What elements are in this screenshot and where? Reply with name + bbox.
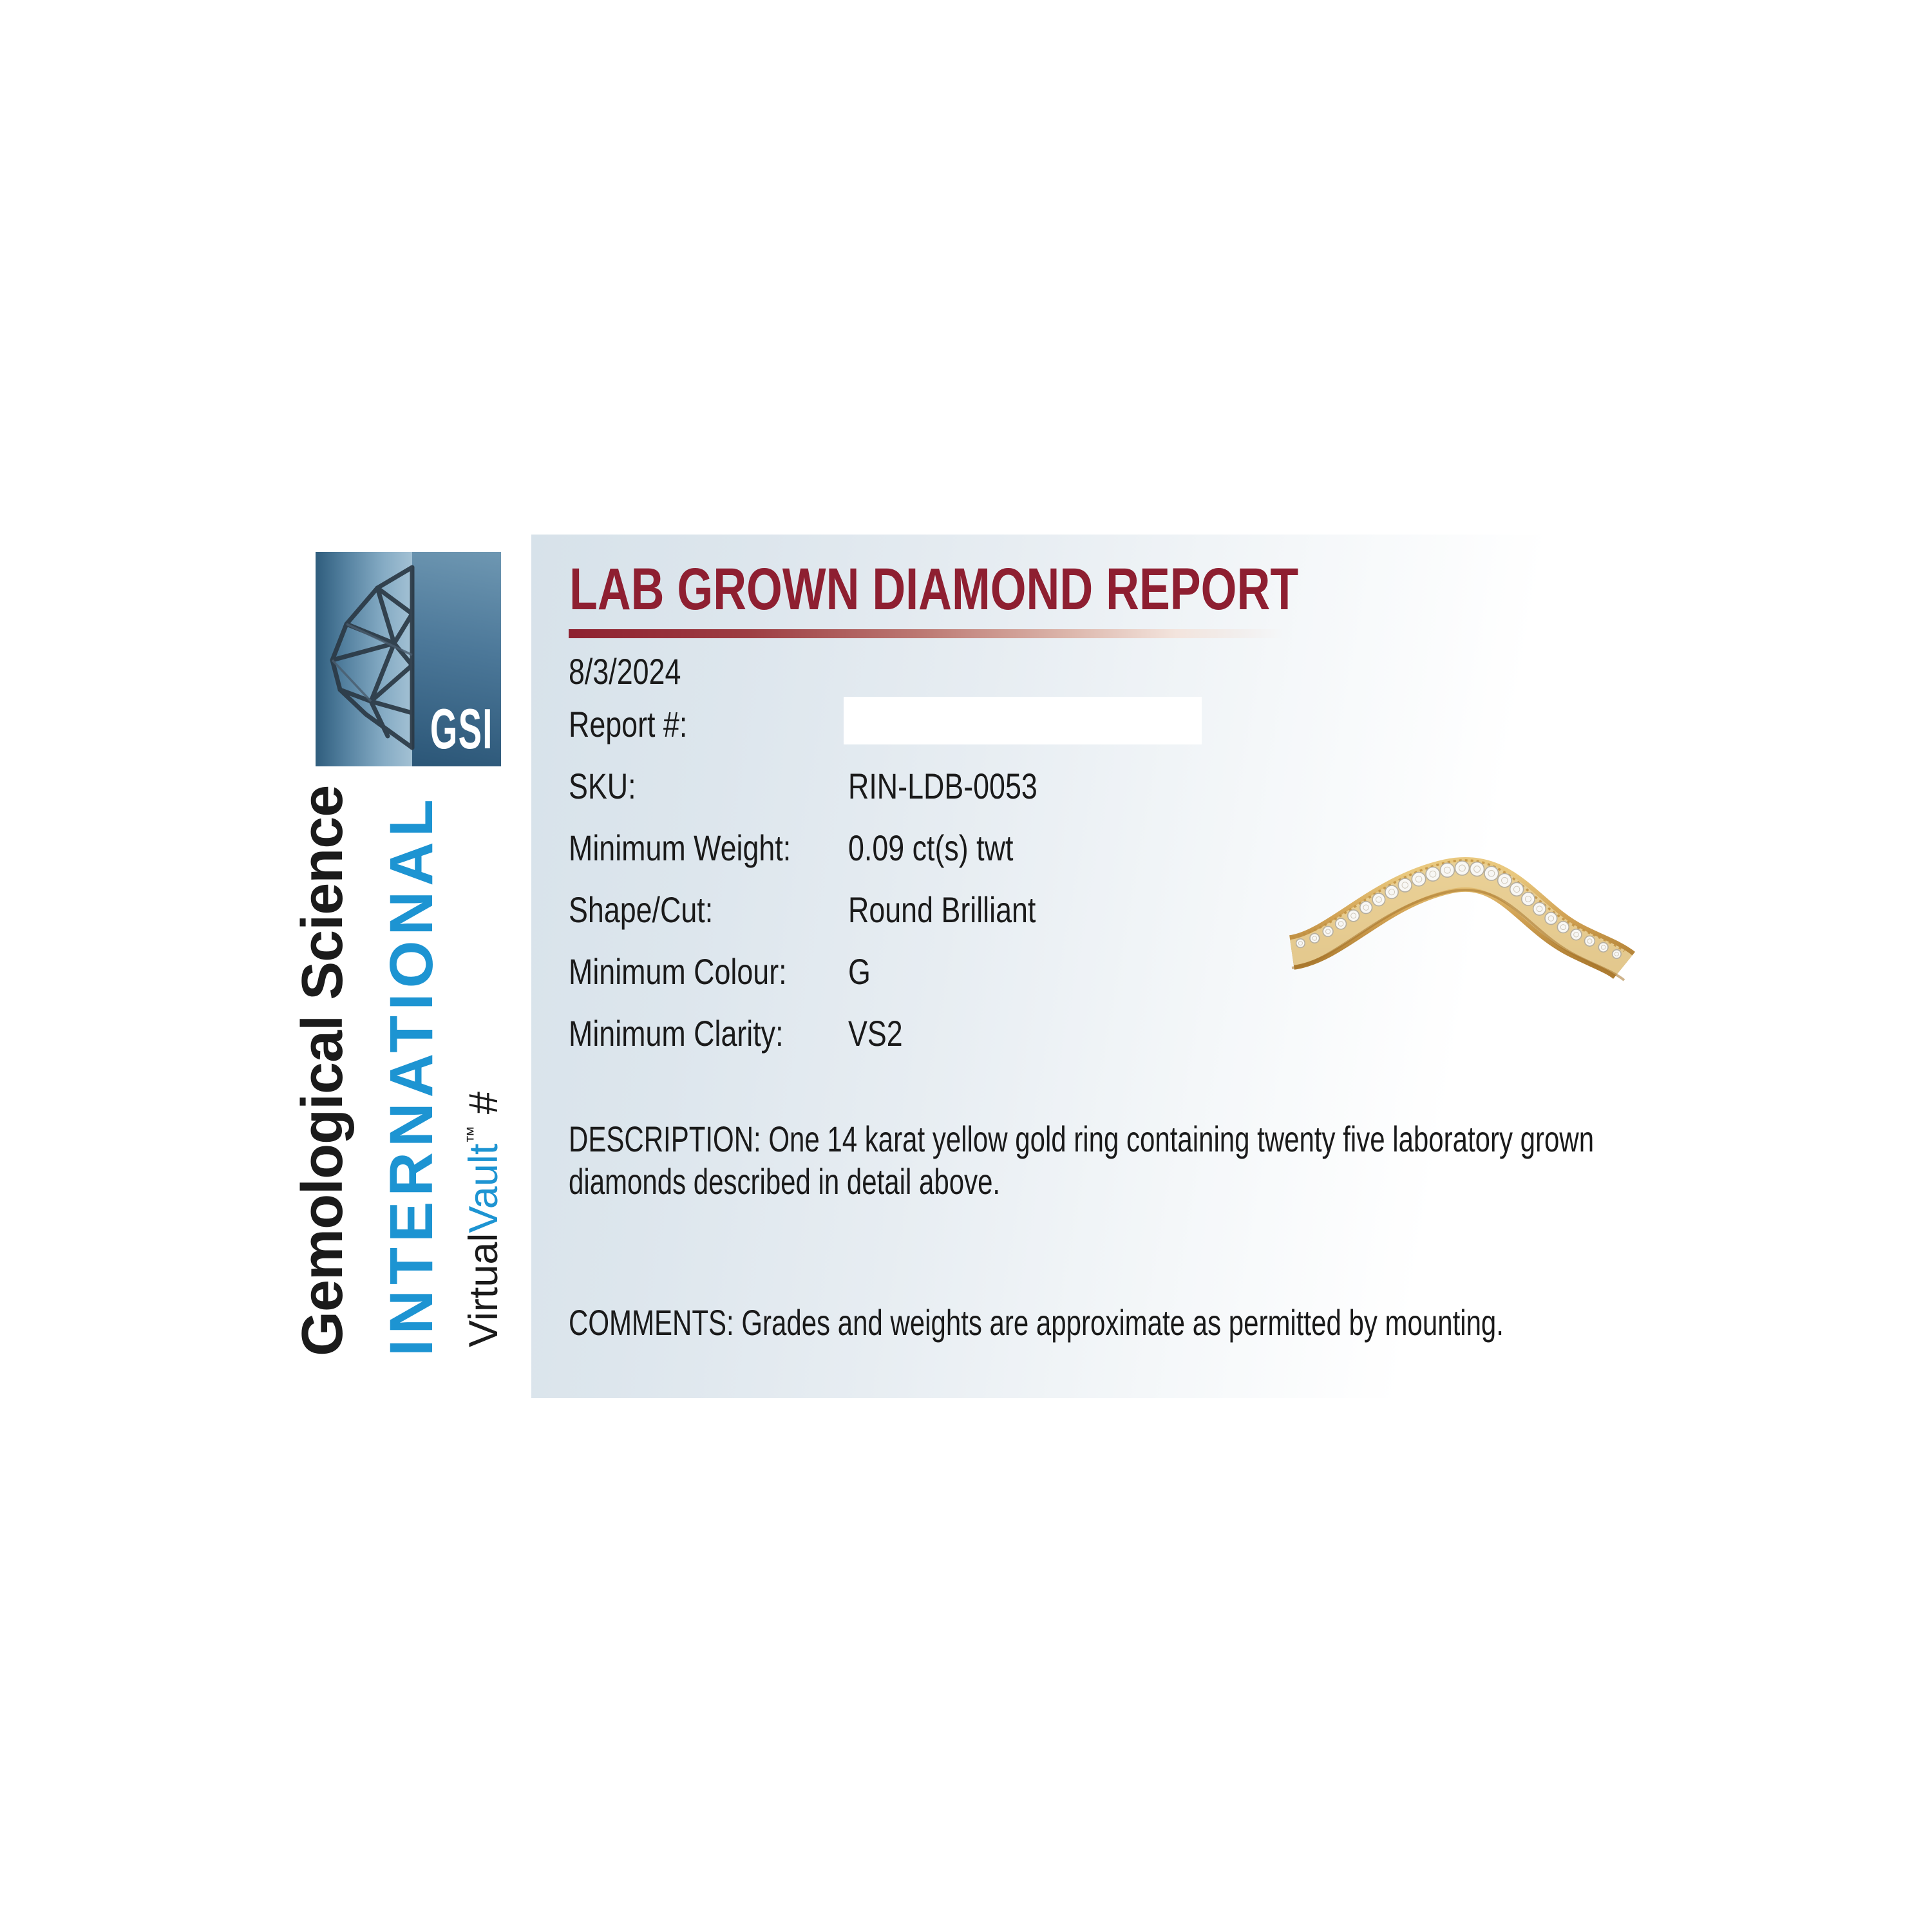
field-value-sku: RIN-LDB-0053 — [848, 766, 1037, 806]
virtualvault-suffix: # — [461, 1092, 506, 1126]
report-number-box — [844, 697, 1202, 744]
description-text — [569, 1118, 1594, 1203]
description-line-1: DESCRIPTION: One 14 karat yellow gold ring containing twenty five laboratory grown — [569, 1119, 1595, 1159]
field-value-minimum-weight: 0.09 ct(s) twt — [848, 828, 1014, 868]
field-value-minimum-clarity: VS2 — [848, 1013, 903, 1054]
description-line-2: diamonds described in detail above. — [569, 1161, 1001, 1202]
virtualvault-vertical — [461, 1077, 509, 1347]
virtualvault-prefix: Virtual — [461, 1233, 506, 1347]
field-value-shape-cut: Round Brilliant — [848, 889, 1036, 930]
field-label-minimum-weight: Minimum Weight: — [569, 828, 791, 868]
field-label-sku: SKU: — [569, 766, 636, 806]
brand-international-vertical: INTERNATIONAL — [377, 794, 446, 1356]
gsi-logo — [316, 552, 501, 766]
comments-text: COMMENTS: Grades and weights are approximate as permitted by mounting. — [569, 1302, 1504, 1343]
ring-photo — [1282, 826, 1642, 984]
report-title: LAB GROWN DIAMOND REPORT — [569, 556, 1299, 622]
virtualvault-word: Vault — [461, 1143, 506, 1233]
brand-name-vertical: Gemological Science — [290, 785, 355, 1356]
field-value-minimum-colour: G — [848, 951, 871, 992]
gsi-logo-text: GSI — [430, 697, 493, 761]
report-date: 8/3/2024 — [569, 651, 681, 692]
field-label-shape-cut: Shape/Cut: — [569, 889, 714, 930]
trademark-symbol: ™ — [463, 1125, 483, 1144]
field-label-report-number: Report #: — [569, 704, 688, 744]
title-underline-bar — [569, 629, 1283, 638]
field-label-minimum-clarity: Minimum Clarity: — [569, 1013, 784, 1054]
field-label-minimum-colour: Minimum Colour: — [569, 951, 787, 992]
